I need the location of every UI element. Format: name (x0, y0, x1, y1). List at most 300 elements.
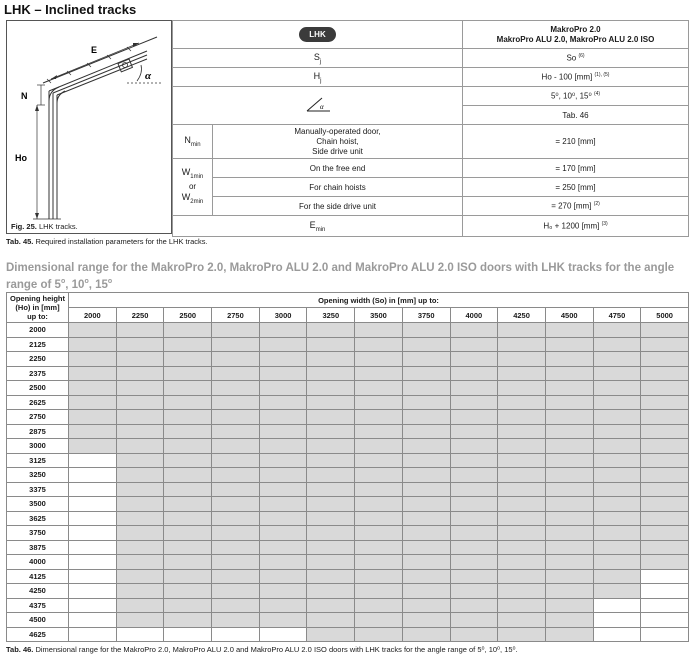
range-cell-available (259, 555, 307, 570)
range-cell-available (307, 453, 355, 468)
range-cell-unavailable (212, 627, 260, 642)
range-cell-available (402, 337, 450, 352)
range-cell-unavailable (69, 569, 117, 584)
range-cell-available (593, 352, 641, 367)
range-cell-available (641, 511, 689, 526)
range-cell-available (450, 482, 498, 497)
range-cell-available (307, 482, 355, 497)
range-cell-unavailable (69, 627, 117, 642)
range-cell-available (164, 497, 212, 512)
range-cell-available (545, 613, 593, 628)
range-cell-available (164, 540, 212, 555)
height-header-cell: 3750 (7, 526, 69, 541)
opening-width-header: Opening width (So) in [mm] up to: (69, 293, 689, 308)
range-cell-available (164, 381, 212, 396)
range-cell-available (259, 526, 307, 541)
range-cell-available (450, 584, 498, 599)
range-cell-available (164, 424, 212, 439)
range-cell-available (498, 584, 546, 599)
range-cell-available (259, 323, 307, 338)
table-row (7, 352, 689, 367)
range-cell-available (212, 613, 260, 628)
height-header-cell: 2000 (7, 323, 69, 338)
range-cell-available (212, 511, 260, 526)
range-cell-available (450, 337, 498, 352)
nmin-description: Manually-operated door, Chain hoist, Side drive unit (213, 125, 463, 159)
range-cell-unavailable (593, 613, 641, 628)
alpha-value: 5⁰, 10⁰, 15⁰ $^{(4)}$ (463, 87, 689, 106)
range-cell-available (259, 381, 307, 396)
range-cell-available (498, 453, 546, 468)
range-cell-available (164, 366, 212, 381)
range-cell-available (355, 569, 403, 584)
range-cell-available (641, 453, 689, 468)
width-header-cell: 3000 (259, 308, 307, 323)
range-cell-available (402, 627, 450, 642)
height-header-cell: 2875 (7, 424, 69, 439)
range-cell-available (498, 366, 546, 381)
figure-caption (11, 222, 78, 231)
angle-symbol (173, 87, 463, 125)
range-cell-available (545, 511, 593, 526)
range-cell-available (355, 410, 403, 425)
range-cell-available (498, 613, 546, 628)
range-cell-available (402, 381, 450, 396)
range-cell-available (116, 424, 164, 439)
range-cell-available (212, 526, 260, 541)
range-cell-available (116, 540, 164, 555)
range-cell-available (498, 352, 546, 367)
range-cell-unavailable (69, 584, 117, 599)
range-cell-unavailable (164, 627, 212, 642)
height-header-cell: 3000 (7, 439, 69, 454)
range-cell-available (402, 613, 450, 628)
range-cell-available (545, 323, 593, 338)
range-cell-available (164, 468, 212, 483)
lhk-track-figure (6, 20, 172, 234)
range-cell-available (355, 439, 403, 454)
range-cell-available (259, 584, 307, 599)
range-cell-available (498, 555, 546, 570)
range-cell-available (259, 613, 307, 628)
range-cell-available (545, 584, 593, 599)
range-cell-available (545, 410, 593, 425)
range-cell-unavailable (69, 598, 117, 613)
range-cell-available (259, 352, 307, 367)
range-cell-available (498, 323, 546, 338)
range-cell-available (259, 540, 307, 555)
angle-icon (304, 95, 332, 115)
figure-caption-bold: Fig. 25. (11, 222, 37, 231)
range-cell-available (545, 381, 593, 396)
range-cell-available (116, 511, 164, 526)
range-cell-available (307, 468, 355, 483)
range-cell-available (450, 511, 498, 526)
range-cell-available (593, 468, 641, 483)
range-cell-available (355, 366, 403, 381)
range-cell-available (593, 497, 641, 512)
dimensional-range-table (6, 292, 689, 642)
range-cell-available (259, 366, 307, 381)
emin-symbol: $E_{min}$ (173, 216, 463, 237)
range-cell-available (307, 410, 355, 425)
range-cell-available (402, 497, 450, 512)
width-values-row (7, 308, 689, 323)
range-cell-available (355, 555, 403, 570)
range-cell-available (355, 497, 403, 512)
range-cell-available (641, 555, 689, 570)
range-cell-available (498, 424, 546, 439)
range-cell-available (450, 453, 498, 468)
range-cell-available (307, 584, 355, 599)
range-cell-available (116, 323, 164, 338)
range-cell-available (259, 337, 307, 352)
lhk-logo: LHK (299, 27, 335, 42)
w-chain-hoist-desc: For chain hoists (213, 178, 463, 197)
range-cell-unavailable (641, 613, 689, 628)
range-cell-available (641, 439, 689, 454)
range-cell-available (450, 366, 498, 381)
range-cell-available (402, 410, 450, 425)
range-cell-available (450, 526, 498, 541)
range-cell-available (212, 497, 260, 512)
height-header-cell: 2625 (7, 395, 69, 410)
grid-body (7, 323, 689, 642)
range-cell-available (355, 395, 403, 410)
range-cell-available (116, 569, 164, 584)
range-cell-available (498, 526, 546, 541)
lhk-track-drawing (7, 21, 173, 235)
range-cell-available (593, 453, 641, 468)
range-cell-available (355, 337, 403, 352)
range-cell-available (307, 366, 355, 381)
sj-value: So $^{(6)}$ (463, 49, 689, 68)
range-cell-available (545, 497, 593, 512)
range-cell-available (212, 366, 260, 381)
range-cell-available (402, 468, 450, 483)
range-cell-available (164, 395, 212, 410)
range-cell-available (593, 526, 641, 541)
emin-value: H₀ + 1200 [mm] $^{(3)}$ (463, 216, 689, 237)
range-cell-available (402, 526, 450, 541)
range-cell-available (307, 381, 355, 396)
range-cell-available (450, 410, 498, 425)
w-symbol: $W_{1min}$ or $W_{2min}$ (173, 159, 213, 216)
range-cell-available (641, 526, 689, 541)
alpha-table-ref: Tab. 46 (463, 106, 689, 125)
range-cell-available (69, 439, 117, 454)
range-cell-available (164, 584, 212, 599)
range-cell-available (402, 482, 450, 497)
range-cell-available (259, 410, 307, 425)
range-cell-available (307, 555, 355, 570)
range-cell-available (450, 627, 498, 642)
range-cell-available (355, 482, 403, 497)
range-cell-available (212, 381, 260, 396)
range-cell-available (402, 453, 450, 468)
range-cell-available (116, 352, 164, 367)
width-header-cell: 4250 (498, 308, 546, 323)
range-cell-available (116, 381, 164, 396)
range-cell-available (116, 395, 164, 410)
range-cell-available (116, 337, 164, 352)
range-cell-available (641, 540, 689, 555)
range-cell-available (498, 439, 546, 454)
height-header-cell: 3875 (7, 540, 69, 555)
range-cell-available (402, 511, 450, 526)
w-side-drive-desc: For the side drive unit (213, 197, 463, 216)
range-cell-available (641, 468, 689, 483)
range-cell-unavailable (69, 511, 117, 526)
range-cell-available (212, 439, 260, 454)
range-cell-available (498, 511, 546, 526)
range-cell-available (593, 424, 641, 439)
range-cell-available (116, 439, 164, 454)
range-cell-unavailable (69, 468, 117, 483)
range-cell-available (641, 381, 689, 396)
table-row (7, 381, 689, 396)
range-cell-available (355, 323, 403, 338)
range-cell-available (116, 468, 164, 483)
width-header-cell: 3250 (307, 308, 355, 323)
range-cell-unavailable (69, 613, 117, 628)
range-cell-unavailable (593, 627, 641, 642)
width-header-cell: 4000 (450, 308, 498, 323)
range-cell-available (545, 352, 593, 367)
range-cell-available (498, 395, 546, 410)
range-cell-available (116, 497, 164, 512)
table-row (7, 497, 689, 512)
range-cell-available (307, 323, 355, 338)
range-cell-available (259, 482, 307, 497)
range-cell-available (498, 410, 546, 425)
table-row (7, 453, 689, 468)
range-cell-available (355, 424, 403, 439)
table-row (7, 323, 689, 338)
height-header-cell: 2375 (7, 366, 69, 381)
range-cell-available (69, 424, 117, 439)
width-header-cell: 5000 (641, 308, 689, 323)
width-header-cell: 2750 (212, 308, 260, 323)
range-cell-available (355, 627, 403, 642)
range-cell-available (116, 453, 164, 468)
range-cell-unavailable (593, 598, 641, 613)
range-cell-available (545, 468, 593, 483)
range-cell-available (545, 526, 593, 541)
range-cell-available (307, 497, 355, 512)
range-cell-available (641, 352, 689, 367)
w-free-end-value: = 170 [mm] (463, 159, 689, 178)
range-cell-available (641, 497, 689, 512)
range-cell-available (212, 584, 260, 599)
hj-value: Ho - 100 [mm] $^{(1), (5)}$ (463, 68, 689, 87)
product-header-line1: MakroPro 2.0 (550, 24, 601, 34)
range-cell-available (593, 381, 641, 396)
range-cell-available (593, 410, 641, 425)
range-cell-available (69, 323, 117, 338)
range-cell-available (545, 366, 593, 381)
range-cell-available (307, 540, 355, 555)
range-cell-available (212, 395, 260, 410)
range-cell-available (593, 482, 641, 497)
range-cell-available (402, 439, 450, 454)
label-e: E (91, 45, 98, 55)
range-cell-available (355, 526, 403, 541)
range-cell-available (212, 424, 260, 439)
range-cell-available (355, 352, 403, 367)
range-cell-available (307, 526, 355, 541)
range-cell-available (545, 540, 593, 555)
height-header-cell: 3125 (7, 453, 69, 468)
range-cell-available (450, 352, 498, 367)
table-row (7, 395, 689, 410)
range-cell-available (69, 352, 117, 367)
nmin-value: = 210 [mm] (463, 125, 689, 159)
range-cell-available (259, 598, 307, 613)
range-cell-available (116, 410, 164, 425)
range-cell-available (212, 482, 260, 497)
range-cell-available (212, 323, 260, 338)
range-cell-unavailable (259, 627, 307, 642)
range-cell-available (641, 337, 689, 352)
height-header-cell: 3250 (7, 468, 69, 483)
range-cell-available (307, 613, 355, 628)
table-row (7, 584, 689, 599)
label-ho: Ho (15, 153, 27, 163)
width-header-cell: 4750 (593, 308, 641, 323)
table-row (7, 424, 689, 439)
range-cell-unavailable (69, 497, 117, 512)
range-cell-available (259, 511, 307, 526)
table-row (7, 613, 689, 628)
table-row (7, 410, 689, 425)
range-cell-unavailable (116, 627, 164, 642)
range-cell-available (545, 439, 593, 454)
range-cell-available (545, 627, 593, 642)
range-cell-available (164, 555, 212, 570)
range-cell-available (450, 381, 498, 396)
range-cell-available (641, 395, 689, 410)
range-cell-available (164, 453, 212, 468)
height-header-cell: 4250 (7, 584, 69, 599)
range-cell-available (259, 497, 307, 512)
range-cell-available (593, 584, 641, 599)
range-cell-available (355, 381, 403, 396)
range-cell-available (450, 569, 498, 584)
range-cell-available (259, 439, 307, 454)
range-cell-unavailable (69, 540, 117, 555)
section-heading: Dimensional range for the MakroPro 2.0, MakroPro ALU 2.0 and MakroPro ALU 2.0 ISO doors with LHK tracks for the angle range of 5$^o$, 10$^o$, 15$^o$ (6, 262, 675, 291)
range-cell-available (450, 439, 498, 454)
range-cell-available (641, 410, 689, 425)
range-cell-available (402, 366, 450, 381)
table-row (7, 511, 689, 526)
range-cell-available (116, 366, 164, 381)
range-cell-available (545, 555, 593, 570)
range-cell-available (593, 395, 641, 410)
range-cell-available (593, 569, 641, 584)
range-cell-available (307, 337, 355, 352)
table-row (7, 337, 689, 352)
range-cell-available (212, 598, 260, 613)
range-cell-available (450, 555, 498, 570)
range-cell-available (498, 627, 546, 642)
height-header-cell: 3625 (7, 511, 69, 526)
range-cell-available (402, 352, 450, 367)
range-cell-unavailable (69, 482, 117, 497)
tab46-caption: Tab. 46. Dimensional range for the MakroPro 2.0, MakroPro ALU 2.0 and MakroPro ALU 2.0 ISO doors with LHK tracks for the angle range of 5⁰, 10⁰, 15⁰. (6, 645, 518, 654)
range-cell-available (307, 352, 355, 367)
range-cell-available (498, 497, 546, 512)
range-cell-available (164, 569, 212, 584)
range-cell-available (402, 395, 450, 410)
opening-height-header: Opening height (Ho) in [mm] up to: (7, 293, 69, 323)
range-cell-available (355, 584, 403, 599)
range-cell-unavailable (641, 598, 689, 613)
table-row (7, 555, 689, 570)
range-cell-available (116, 613, 164, 628)
range-cell-available (450, 540, 498, 555)
range-cell-available (355, 511, 403, 526)
table-row (7, 468, 689, 483)
range-cell-available (69, 366, 117, 381)
table-row (7, 569, 689, 584)
width-header-cell: 2000 (69, 308, 117, 323)
range-cell-unavailable (69, 453, 117, 468)
range-cell-available (355, 540, 403, 555)
parameter-table (172, 20, 689, 237)
width-header-cell: 2500 (164, 308, 212, 323)
range-cell-available (402, 424, 450, 439)
width-header-cell: 2250 (116, 308, 164, 323)
product-header (463, 21, 689, 49)
height-header-cell: 4000 (7, 555, 69, 570)
w-chain-hoist-value: = 250 [mm] (463, 178, 689, 197)
range-cell-available (498, 468, 546, 483)
range-cell-available (69, 410, 117, 425)
range-cell-available (212, 410, 260, 425)
range-cell-available (116, 555, 164, 570)
range-cell-available (259, 395, 307, 410)
range-cell-available (641, 424, 689, 439)
range-cell-available (450, 497, 498, 512)
range-cell-available (545, 337, 593, 352)
range-cell-unavailable (641, 627, 689, 642)
range-cell-unavailable (641, 584, 689, 599)
range-cell-available (164, 352, 212, 367)
range-cell-available (307, 424, 355, 439)
height-header-cell: 4500 (7, 613, 69, 628)
table-row (7, 366, 689, 381)
range-cell-available (545, 453, 593, 468)
w-side-drive-value: = 270 [mm] $^{(2)}$ (463, 197, 689, 216)
range-cell-available (212, 468, 260, 483)
range-cell-available (212, 569, 260, 584)
range-cell-available (164, 526, 212, 541)
range-cell-available (164, 439, 212, 454)
height-header-cell: 2750 (7, 410, 69, 425)
range-cell-available (259, 424, 307, 439)
table-row (7, 526, 689, 541)
height-header-cell: 4625 (7, 627, 69, 642)
product-header-line2: MakroPro ALU 2.0, MakroPro ALU 2.0 ISO (496, 34, 655, 44)
height-header-cell: 4125 (7, 569, 69, 584)
height-header-cell: 2250 (7, 352, 69, 367)
lhk-logo-cell (173, 21, 463, 49)
range-cell-available (402, 584, 450, 599)
table-row (7, 482, 689, 497)
range-cell-available (307, 439, 355, 454)
